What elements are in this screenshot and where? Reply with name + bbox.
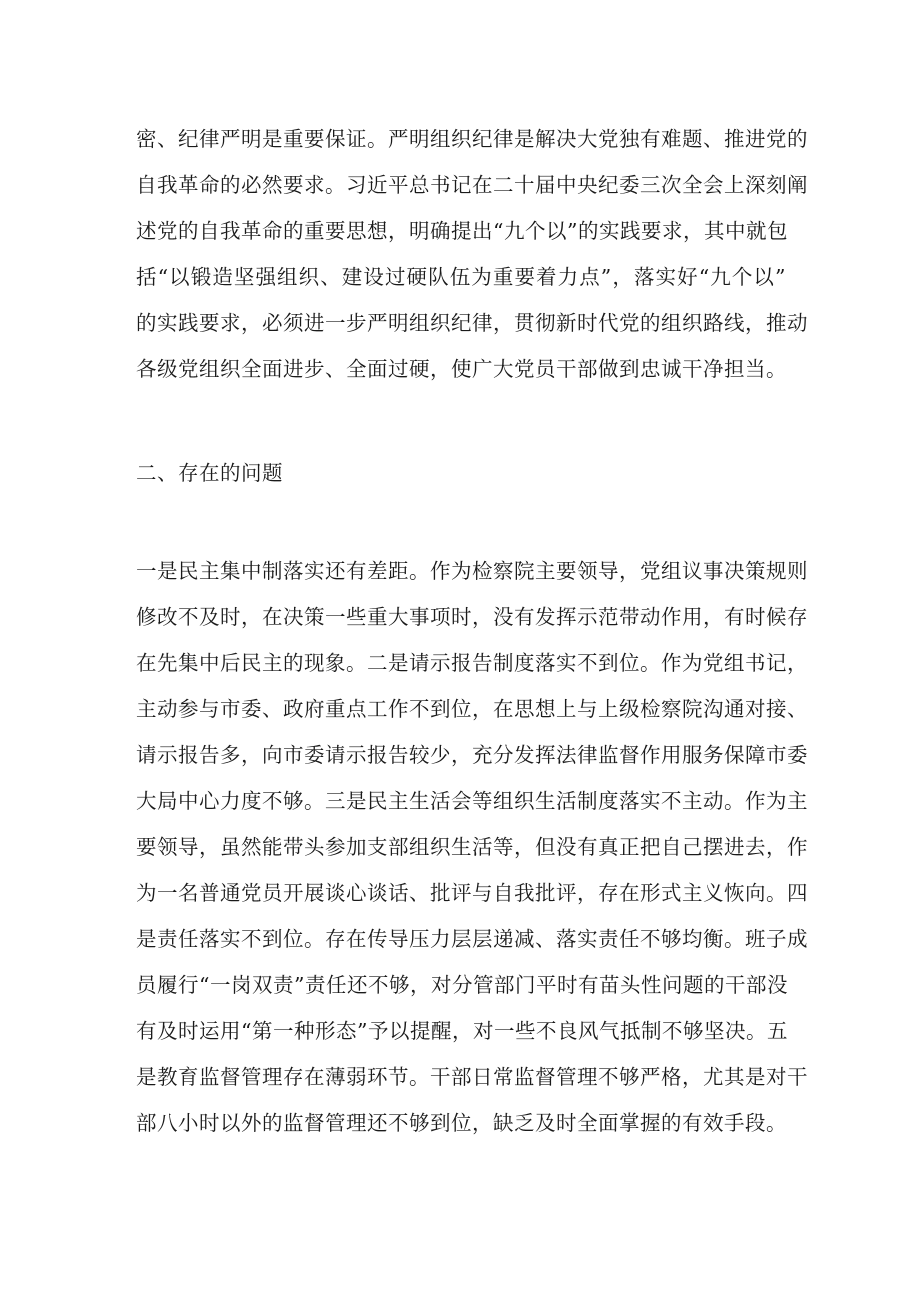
text-line: 大局中心力度不够。三是民主生活会等组织生活制度落实不主动。作为主	[136, 789, 808, 813]
text-line: 修改不及时，在决策一些重大事项时，没有发挥示范带动作用，有时候存	[136, 605, 808, 629]
text-line: 自我革命的必然要求。习近平总书记在二十届中央纪委三次全会上深刻阐	[136, 173, 808, 197]
text-line: 述党的自我革命的重要思想，明确提出“九个以”的实践要求，其中就包	[136, 219, 788, 243]
text-line: 部八小时以外的监督管理还不够到位，缺乏及时全面掌握的有效手段。	[136, 1111, 787, 1135]
text-line: 括“以锻造坚强组织、建设过硬队伍为重要着力点”，落实好“九个以”	[136, 265, 786, 289]
text-line: 一是民主集中制落实还有差距。作为检察院主要领导，党组议事决策规则	[136, 559, 808, 583]
text-line: 有及时运用“第一种形态”予以提醒，对一些不良风气抵制不够坚决。五	[136, 1019, 788, 1043]
text-line: 主动参与市委、政府重点工作不到位，在思想上与上级检察院沟通对接、	[136, 697, 808, 721]
text-line: 是责任落实不到位。存在传导压力层层递减、落实责任不够均衡。班子成	[136, 927, 808, 951]
text-line: 各级党组织全面进步、全面过硬，使广大党员干部做到忠诚干净担当。	[136, 357, 787, 381]
paragraph-intro	[136, 116, 808, 392]
section-heading: 二、存在的问题	[136, 461, 283, 485]
text-line: 员履行“一岗双责”责任还不够，对分管部门平时有苗头性问题的干部没	[136, 973, 788, 997]
text-line: 在先集中后民主的现象。二是请示报告制度落实不到位。作为党组书记，	[136, 651, 808, 675]
text-line: 的实践要求，必须进一步严明组织纪律，贯彻新时代党的组织路线，推动	[136, 311, 808, 335]
paragraph-problems	[136, 548, 808, 1146]
text-line: 是教育监督管理存在薄弱环节。干部日常监督管理不够严格，尤其是对干	[136, 1065, 808, 1089]
text-line: 为一名普通党员开展谈心谈话、批评与自我批评，存在形式主义恢向。四	[136, 881, 808, 905]
text-line: 密、纪律严明是重要保证。严明组织纪律是解决大党独有难题、推进党的	[136, 127, 808, 151]
text-line: 要领导，虽然能带头参加支部组织生活等，但没有真正把自己摆进去，作	[136, 835, 808, 859]
text-line: 请示报告多，向市委请示报告较少，充分发挥法律监督作用服务保障市委	[136, 743, 808, 767]
